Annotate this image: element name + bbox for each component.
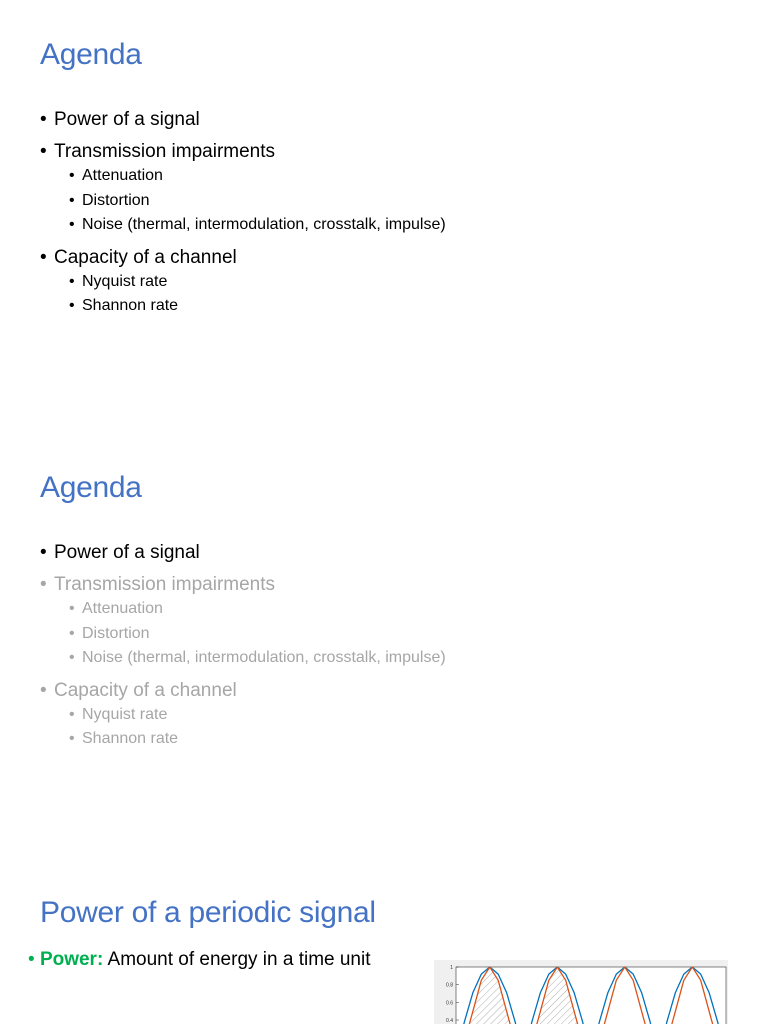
agenda-subitem-noise: • Noise (thermal, intermodulation, crosstalk, impulse): [38, 646, 446, 671]
y-tick-label: 0.6: [446, 1000, 453, 1007]
agenda-subitem-nyquist: • Nyquist rate: [38, 270, 446, 295]
agenda-list: [38, 541, 446, 752]
slide-agenda-2: [0, 433, 768, 853]
slide-title: Agenda: [40, 38, 142, 71]
agenda-list: [38, 108, 446, 319]
power-keyword: Power:: [39, 949, 104, 970]
agenda-subitem-distortion: • Distortion: [38, 622, 446, 647]
agenda-item-impairments: • Transmission impairments: [38, 140, 446, 164]
slide-title: Agenda: [40, 471, 142, 504]
agenda-subitem-shannon: • Shannon rate: [38, 294, 446, 319]
slide-agenda-1: [0, 0, 768, 420]
agenda-item-impairments: • Transmission impairments: [38, 573, 446, 597]
bullet-icon: •: [28, 949, 35, 970]
y-tick-label: 1: [450, 965, 453, 971]
agenda-subitem-shannon: • Shannon rate: [38, 727, 446, 752]
slide-power-periodic: [0, 866, 768, 1024]
y-tick-label: 0.4: [446, 1018, 453, 1024]
power-definition: [28, 948, 371, 972]
agenda-subitem-attenuation: • Attenuation: [38, 597, 446, 622]
agenda-subitem-nyquist: • Nyquist rate: [38, 703, 446, 728]
agenda-item-power: • Power of a signal: [38, 108, 446, 132]
slide-title: Power of a periodic signal: [40, 896, 376, 929]
agenda-item-capacity: • Capacity of a channel: [38, 246, 446, 270]
agenda-subitem-distortion: • Distortion: [38, 189, 446, 214]
agenda-item-power: • Power of a signal: [38, 541, 446, 565]
agenda-subitem-noise: • Noise (thermal, intermodulation, crosstalk, impulse): [38, 213, 446, 238]
y-tick-label: 0.8: [446, 982, 453, 989]
signal-plot: [434, 960, 728, 1024]
agenda-subitem-attenuation: • Attenuation: [38, 164, 446, 189]
power-text: Amount of energy in a time unit: [103, 949, 371, 970]
agenda-item-capacity: • Capacity of a channel: [38, 679, 446, 703]
